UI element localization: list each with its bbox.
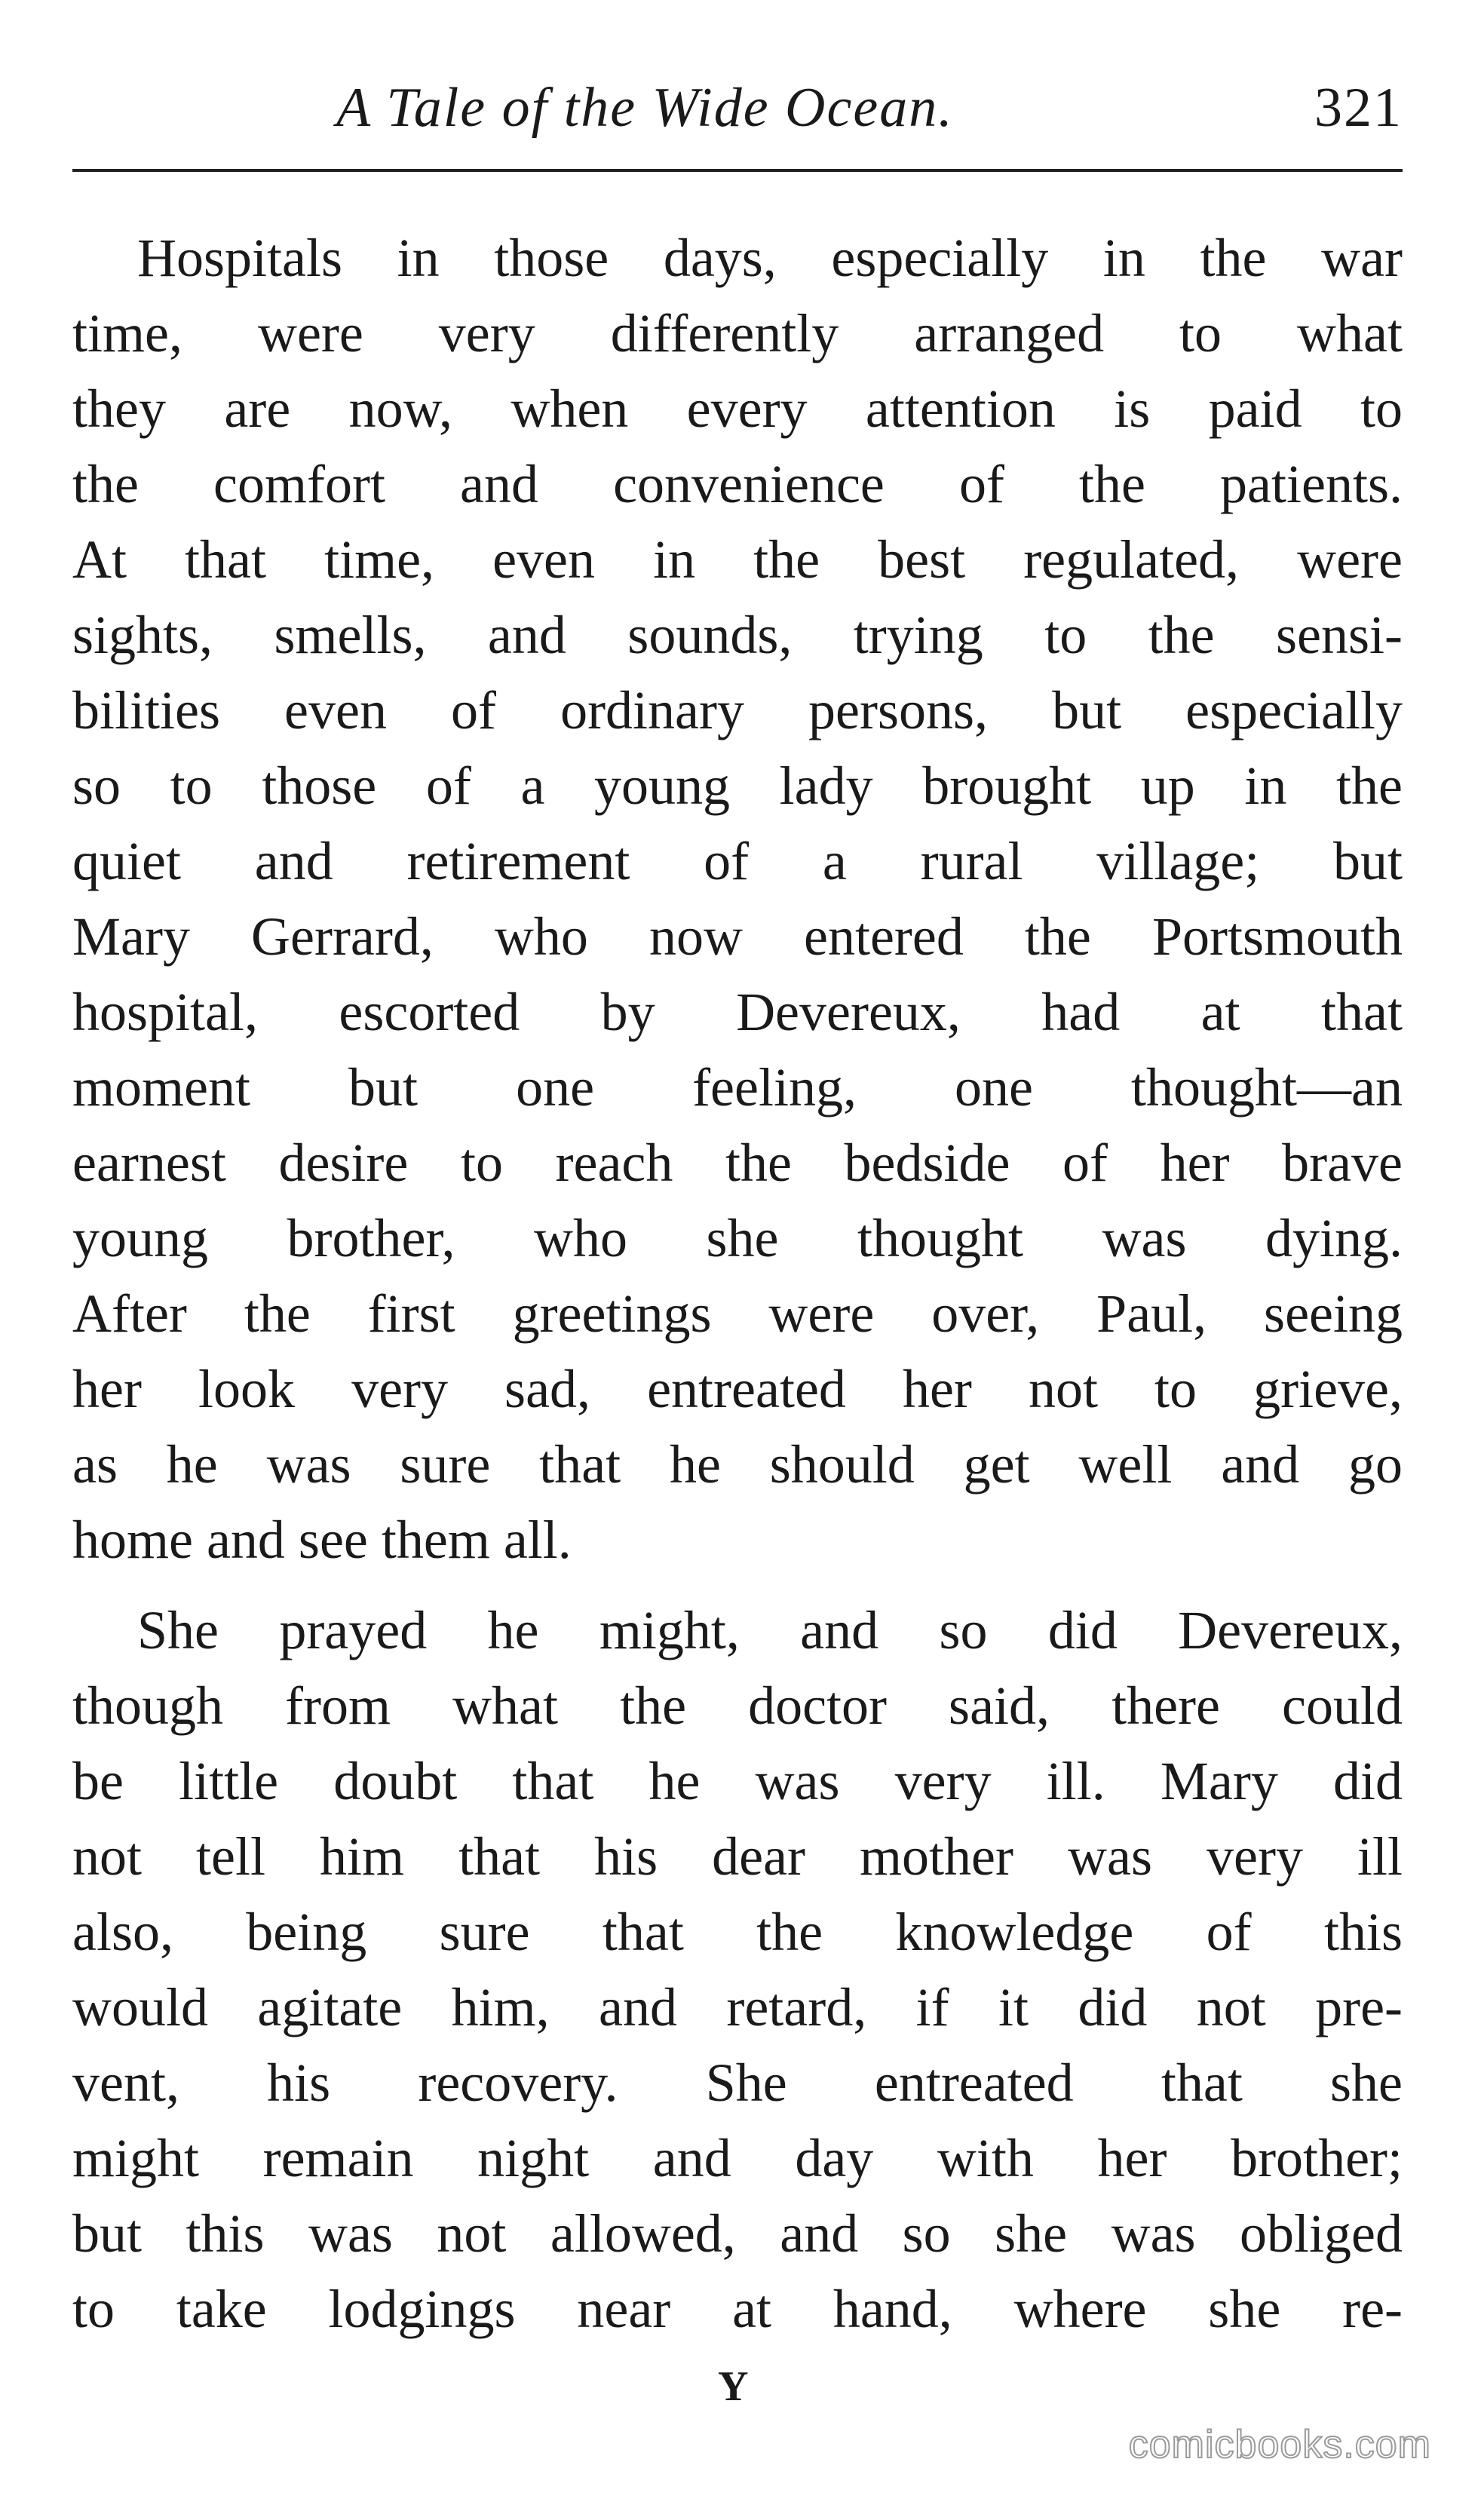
text-line: moment but one feeling, one thought—an: [72, 1057, 1403, 1118]
text-line: they are now, when every attention is paid to: [72, 379, 1403, 439]
text-line: After the first greetings were over, Paul, seeing: [72, 1283, 1403, 1344]
text-line: might remain night and day with her brother;: [72, 2128, 1403, 2188]
text-line: not tell him that his dear mother was very ill: [72, 1826, 1403, 1887]
paragraph: [72, 1593, 1403, 2347]
text-line: so to those of a young lady brought up in the: [72, 756, 1403, 816]
text-line: but this was not allowed, and so she was obliged: [72, 2203, 1403, 2264]
text-line: be little doubt that he was very ill. Mary did: [72, 1751, 1403, 1811]
text-line: quiet and retirement of a rural village; but: [72, 831, 1403, 891]
paragraph: [72, 220, 1403, 1578]
text-line: her look very sad, entreated her not to grieve,: [72, 1359, 1403, 1419]
text-line: earnest desire to reach the bedside of her brave: [72, 1133, 1403, 1193]
header-rule: [72, 169, 1403, 172]
watermark: comicbooks.com: [1128, 2423, 1431, 2467]
paragraph-gap: [72, 1578, 1403, 1593]
running-title: A Tale of the Wide Ocean.: [336, 77, 954, 139]
text-line: also, being sure that the knowledge of this: [72, 1902, 1403, 1962]
text-line: young brother, who she thought was dying.: [72, 1208, 1403, 1268]
text-line: would agitate him, and retard, if it did not pre-: [72, 1977, 1403, 2037]
text-line: vent, his recovery. She entreated that she: [72, 2053, 1403, 2113]
page-number: 321: [1314, 77, 1403, 139]
signature-mark: Y: [718, 2363, 749, 2410]
text-line: At that time, even in the best regulated, were: [72, 529, 1403, 590]
text-line: Mary Gerrard, who now entered the Portsmouth: [72, 906, 1403, 967]
text-line: the comfort and convenience of the patients.: [72, 454, 1403, 514]
running-head: [72, 66, 1403, 149]
text-line: home and see them all.: [72, 1510, 572, 1570]
text-line: time, were very differently arranged to what: [72, 303, 1403, 363]
text-line: as he was sure that he should get well and go: [72, 1434, 1403, 1495]
text-line: though from what the doctor said, there could: [72, 1676, 1403, 1736]
text-line: She prayed he might, and so did Devereux,: [137, 1600, 1403, 1660]
text-line: to take lodgings near at hand, where she re-: [72, 2279, 1403, 2339]
text-line: bilities even of ordinary persons, but especially: [72, 680, 1403, 740]
text-line: Hospitals in those days, especially in the war: [137, 228, 1403, 288]
body-text: [72, 220, 1403, 2347]
text-line: hospital, escorted by Devereux, had at that: [72, 982, 1403, 1042]
text-line: sights, smells, and sounds, trying to the sensi-: [72, 605, 1403, 665]
